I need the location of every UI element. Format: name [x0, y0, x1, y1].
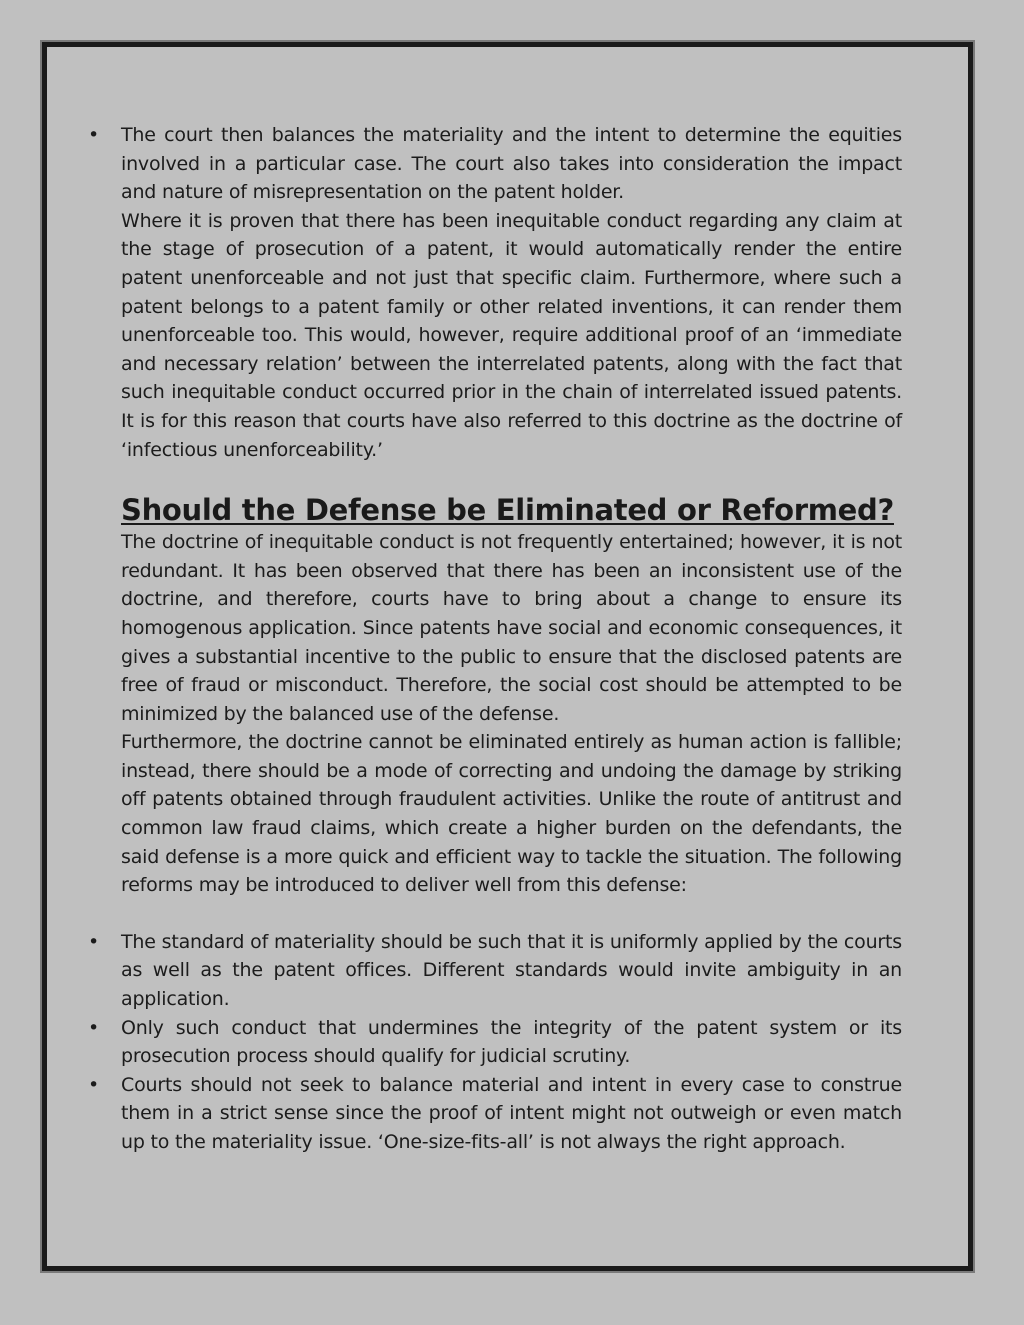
- reform-bullet-item: [88, 1014, 902, 1071]
- section-paragraph-1: The doctrine of inequitable conduct is not frequently entertained; however, it is not redundant. It has been observed that there has been an inconsistent use of the doctrine, and therefore, courts have to bring about a change to ensure its homogenous application. Since patents have social and economic consequences, it gives a substantial incentive to the public to ensure that the disclosed patents are free of fraud or misconduct. Therefore, the social cost should be attempted to be minimized by the balanced use of the defense.: [121, 531, 902, 725]
- bullet-icon: •: [88, 1073, 100, 1096]
- reform-bullet-text: Only such conduct that undermines the integrity of the patent system or its prosecution process should qualify for judicial scrutiny.: [121, 1016, 902, 1068]
- intro-paragraph: Where it is proven that there has been inequitable conduct regarding any claim at the stage of prosecution of a patent, it would automatically render the entire patent unenforceable and not just that specific claim. Furthermore, where such a patent belongs to a patent family or other related inventions, it can render them unenforceable too. This would, however, require additional proof of an ‘immediate and necessary relation’ between the interrelated patents, along with the fact that such inequitable conduct occurred prior in the chain of interrelated issued patents. It is for this reason that courts have also referred to this doctrine as the doctrine of ‘infectious unenforceability.’: [121, 209, 902, 461]
- reform-bullet-item: [88, 928, 902, 1014]
- reform-bullet-text: Courts should not seek to balance material and intent in every case to construe them in a strict sense since the proof of intent might not outweigh or even match up to the materiality issue. ‘One-size-fits-all’ is not always the right approach.: [121, 1073, 902, 1153]
- section-paragraph-2: Furthermore, the doctrine cannot be eliminated entirely as human action is fallible; instead, there should be a mode of correcting and undoing the damage by striking off patents obtained through fraudulent activities. Unlike the route of antitrust and common law fraud claims, which create a higher burden on the defendants, the said defense is a more quick and efficient way to tackle the situation. The following reforms may be introduced to deliver well from this defense:: [121, 731, 902, 897]
- section-heading: Should the Defense be Eliminated or Reformed?: [121, 493, 894, 528]
- reform-bullet-item: [88, 1071, 902, 1157]
- intro-bullet-item: [88, 121, 902, 207]
- intro-bullet-text: The court then balances the materiality and the intent to determine the equities involved in a particular case. The court also takes into consideration the impact and nature of misrepresentation on the patent holder.: [121, 124, 902, 204]
- bullet-icon: •: [88, 930, 100, 953]
- document-body: [88, 121, 902, 1157]
- reform-bullet-text: The standard of materiality should be such that it is uniformly applied by the courts as well as the patent offices. Different standards would invite ambiguity in an application.: [121, 930, 902, 1011]
- bullet-icon: •: [88, 1016, 100, 1039]
- bullet-icon: •: [88, 124, 100, 146]
